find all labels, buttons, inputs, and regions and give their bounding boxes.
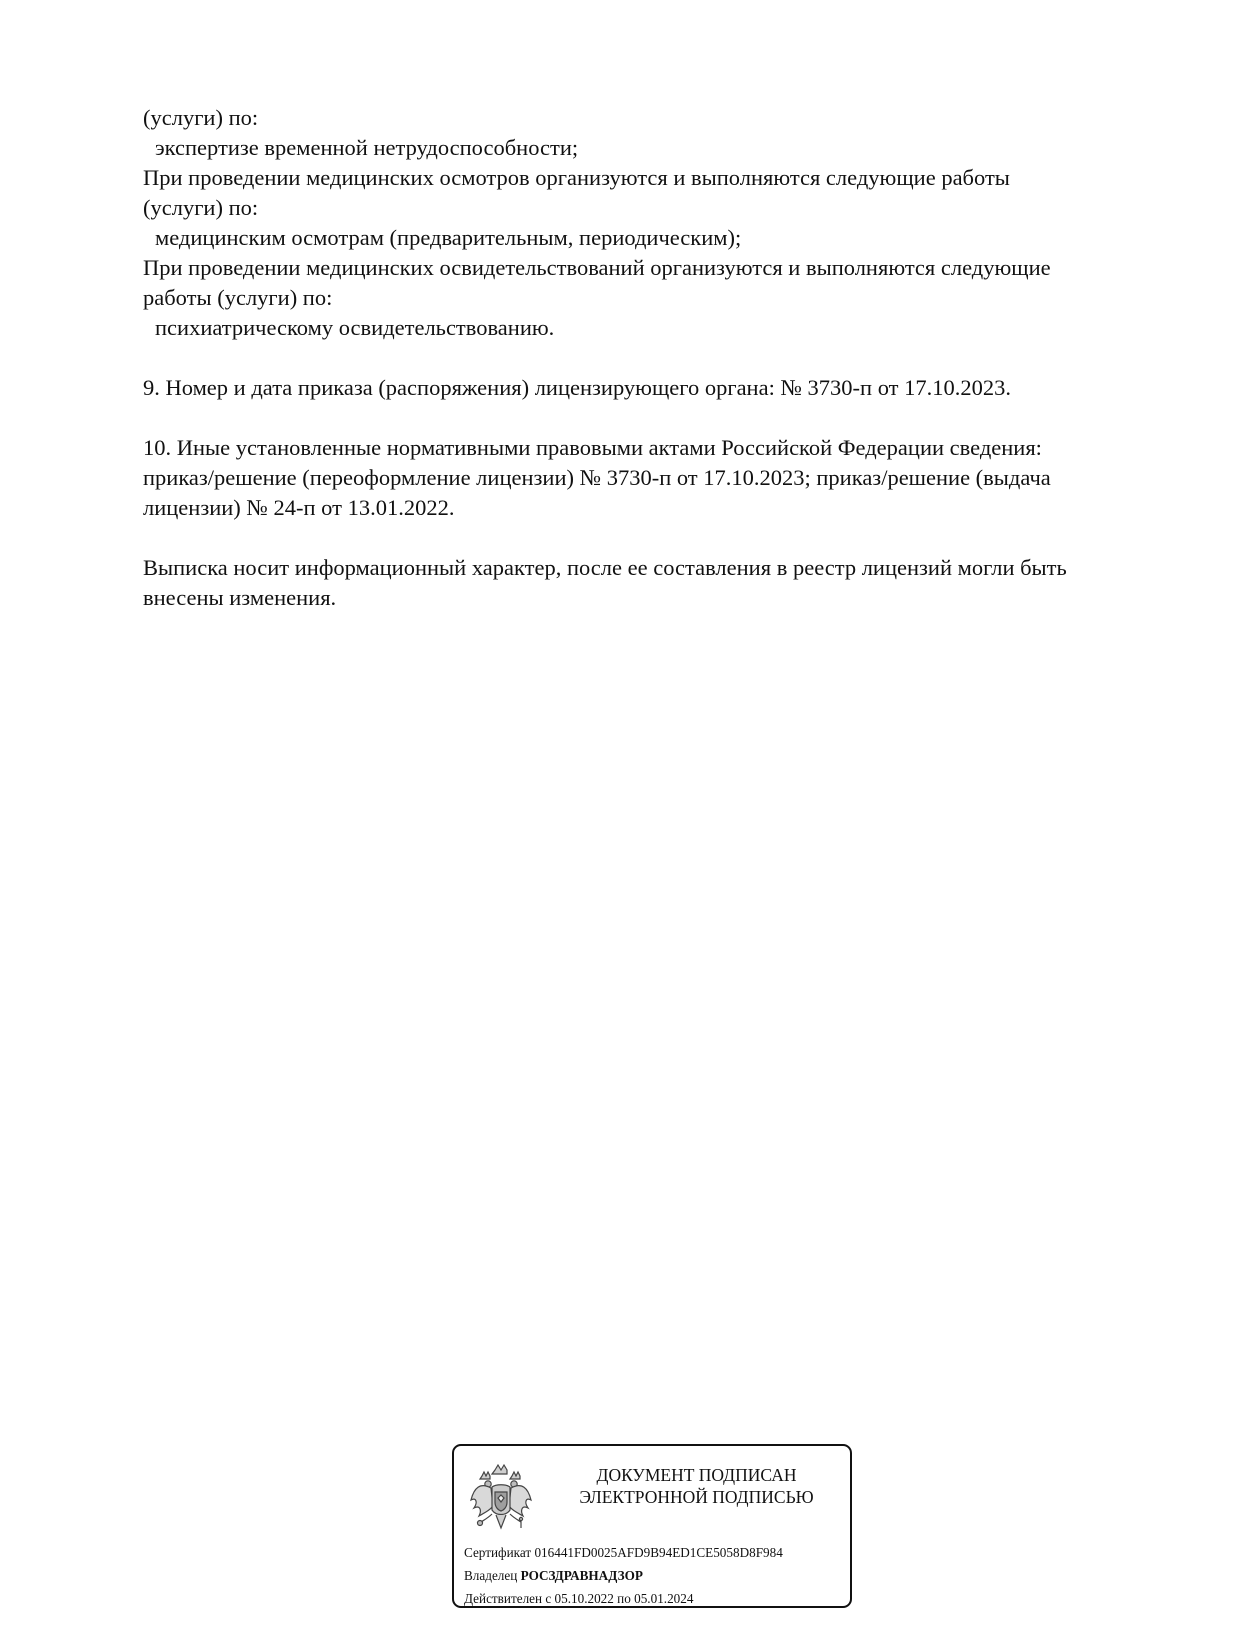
- stamp-title: [549, 1464, 844, 1508]
- certificate-label: Сертификат: [464, 1545, 532, 1560]
- certificate-value: 016441FD0025AFD9B94ED1CE5058D8F984: [534, 1545, 783, 1560]
- validity-line: Действителен с 05.10.2022 по 05.01.2024: [464, 1591, 694, 1606]
- owner-line: [464, 1567, 643, 1585]
- stamp-title-line: ЭЛЕКТРОННОЙ ПОДПИСЬЮ: [579, 1487, 814, 1507]
- body-line: медицинским осмотрам (предварительным, периодическим);: [155, 225, 742, 250]
- paragraph-gap: [143, 403, 1153, 433]
- body-line: работы (услуги) по:: [143, 285, 333, 310]
- body-line: При проведении медицинских освидетельствований организуются и выполняются следующие: [143, 255, 1051, 280]
- document-body: [143, 103, 1153, 613]
- coat-of-arms-icon: [468, 1460, 534, 1538]
- paragraph-gap: [143, 523, 1153, 553]
- disclaimer-line: внесены изменения.: [143, 585, 337, 610]
- stamp-title-line: ДОКУМЕНТ ПОДПИСАН: [596, 1465, 797, 1485]
- owner-label: Владелец: [464, 1568, 518, 1583]
- paragraph-gap: [143, 343, 1153, 373]
- disclaimer-line: Выписка носит информационный характер, после ее составления в реестр лицензий могли быть: [143, 555, 1067, 580]
- body-line: (услуги) по:: [143, 195, 259, 220]
- other-info-line: лицензии) № 24-п от 13.01.2022.: [143, 495, 455, 520]
- body-line: психиатрическому освидетельствованию.: [155, 315, 555, 340]
- order-number-paragraph: 9. Номер и дата приказа (распоряжения) лицензирующего органа: № 3730-п от 17.10.2023.: [143, 375, 1011, 400]
- body-line: При проведении медицинских осмотров организуются и выполняются следующие работы: [143, 165, 1010, 190]
- other-info-line: приказ/решение (переоформление лицензии) № 3730-п от 17.10.2023; приказ/решение (выдача: [143, 465, 1051, 490]
- body-line: (услуги) по:: [143, 105, 259, 130]
- body-line: экспертизе временной нетрудоспособности;: [155, 135, 579, 160]
- other-info-line: 10. Иные установленные нормативными правовыми актами Российской Федерации сведения:: [143, 435, 1042, 460]
- owner-value: РОСЗДРАВНАДЗОР: [520, 1568, 643, 1583]
- certificate-line: [464, 1544, 783, 1562]
- electronic-signature-stamp: [452, 1444, 852, 1608]
